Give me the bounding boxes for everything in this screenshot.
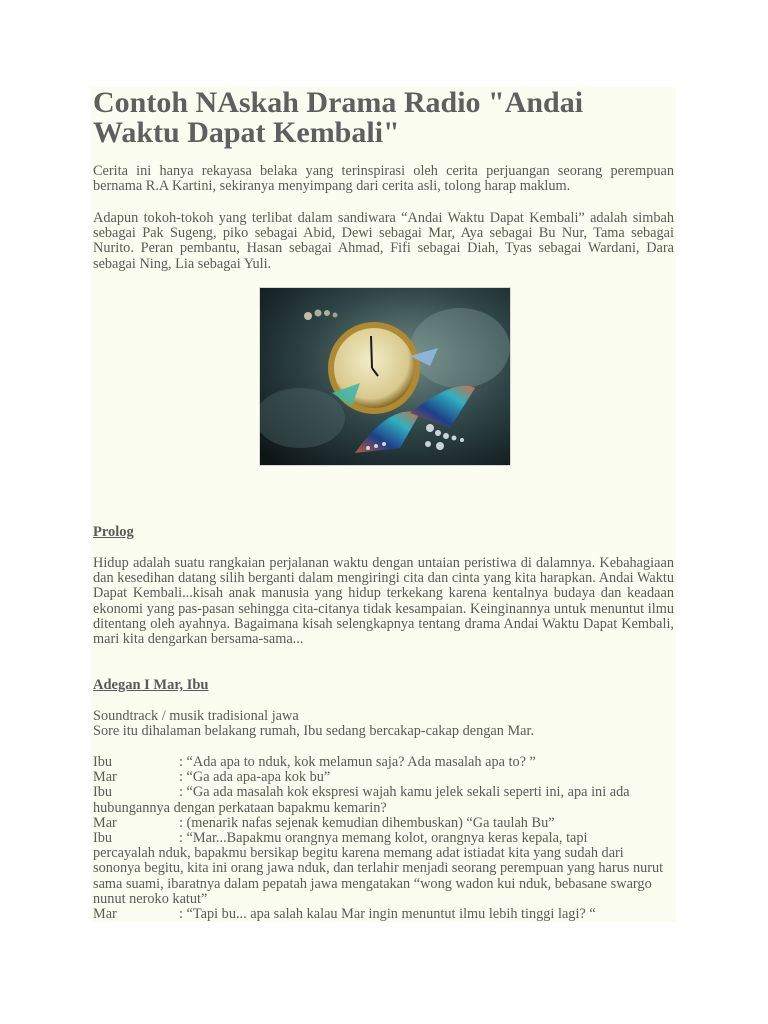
- prolog-heading: Prolog: [93, 524, 134, 540]
- soundtrack-note: Soundtrack / musik tradisional jawa: [93, 708, 299, 724]
- dialog-text: : “Ga ada apa-apa kok bu”: [179, 769, 331, 786]
- story-illustration: [259, 287, 511, 466]
- dialog-line: [93, 770, 674, 785]
- speaker-name: Mar: [93, 906, 117, 923]
- page-title: Contoh NAskah Drama Radio "Andai Waktu Dapat Kembali": [93, 86, 584, 149]
- document-content: [93, 86, 674, 923]
- cast-paragraph: Adapun tokoh-tokoh yang terlibat dalam sandiwara “Andai Waktu Dapat Kembali” adalah simbah sebagai Pak Sugeng, piko sebagai Abid, Dewi sebagai Mar, Aya sebagai Bu Nur, Tama sebagai Nurito. Peran pembantu, Hasan sebagai Ahmad, Fifi sebagai Diah, Tyas sebagai Wardani, Dara sebagai Ning, Lia sebagai Yuli.: [93, 210, 674, 272]
- dialog-text: : “Ada apa to nduk, kok melamun saja? Ada masalah apa to? ”: [179, 754, 536, 770]
- scene-1-intro: [93, 709, 534, 739]
- dialog-continuation: hubungannya dengan perkataan bapakmu kemarin?: [93, 799, 387, 816]
- dialog-line: [93, 907, 674, 922]
- prolog-paragraph: Hidup adalah suatu rangkaian perjalanan waktu dengan untaian peristiwa di dalamnya. Kebahagiaan dan kesedihan datang silih berganti dalam mengiringi cita dan cinta yang kita harapkan. Andai Waktu Dapat Kembali...kisah anak manusia yang hidup terkekang karena kentalnya budaya dan keadaan ekonomi yang pas-pasan sehingga cita-citanya tidak kesampaian. Keinginannya untuk menuntut ilmu ditentang oleh ayahnya. Bagaimana kisah selengkapnya tentang drama Andai Waktu Dapat Kembali, mari kita dengarkan bersama-sama...: [93, 555, 674, 648]
- dialog-line: [93, 816, 674, 831]
- dialog-text: : (menarik nafas sejenak kemudian dihembuskan) “Ga taulah Bu”: [179, 814, 555, 831]
- speaker-name: Ibu: [93, 754, 113, 770]
- dialog-line: [93, 785, 674, 800]
- dialog-text: : “Mar...Bapakmu orangnya memang kolot, orangnya keras kepala, tapi: [179, 830, 588, 847]
- dialog-continuation: percayalah nduk, bapakmu bersikap begitu karena memang adat istiadat kita yang sudah dari sononya begitu, kita ini orang jawa nduk, dan terlahir menjadi seorang perempuan yang harus nurut sama suami, ibaratnya dalam pepatah jawa mengatakan “wong wadon kui nduk, bebasane swargo nunut neroko katut”: [93, 845, 664, 907]
- scene-setting: Sore itu dihalaman belakang rumah, Ibu sedang bercakap-cakap dengan Mar.: [93, 723, 535, 740]
- scene-1-heading: Adegan I Mar, Ibu: [93, 677, 209, 693]
- dialog-text: : “Tapi bu... apa salah kalau Mar ingin menuntut ilmu lebih tinggi lagi? “: [179, 906, 596, 923]
- intro-paragraph: Cerita ini hanya rekayasa belaka yang terinspirasi oleh cerita perjuangan seorang perempuan bernama R.A Kartini, sekiranya menyimpang dari cerita asli, tolong harap maklum.: [93, 163, 674, 195]
- speaker-name: Ibu: [93, 830, 113, 847]
- speaker-name: Mar: [93, 769, 117, 786]
- clock-butterfly-image: [260, 288, 510, 465]
- speaker-name: Mar: [93, 814, 117, 831]
- dialog-text: : “Ga ada masalah kok ekspresi wajah kamu jelek sekali seperti ini, apa ini ada: [179, 784, 630, 801]
- dialog-line: [93, 831, 674, 846]
- dialog-line: [93, 755, 674, 770]
- speaker-name: Ibu: [93, 784, 113, 801]
- dialog-list: [93, 755, 674, 922]
